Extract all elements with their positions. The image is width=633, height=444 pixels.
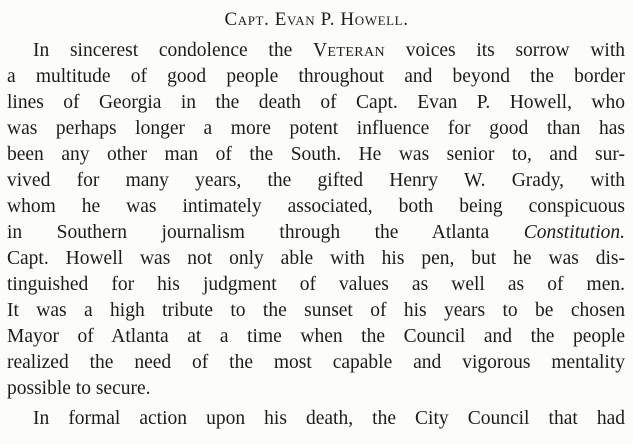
paragraph-2 bbox=[0, 406, 633, 432]
text-line: In formal action upon his death, the City Council that had bbox=[33, 408, 625, 429]
text-line: It was a high tribute to the sunset of his years to be chosen bbox=[7, 300, 625, 321]
text-line: been any other man of the South. He was senior to, and sur- bbox=[7, 144, 625, 165]
text-line: a multitude of good people throughout and beyond the border bbox=[7, 66, 625, 87]
text-line: Capt. Howell was not only able with his pen, but he was dis- bbox=[7, 248, 625, 269]
text-line: whom he was intimately associated, both being conspicuous bbox=[7, 196, 625, 217]
paragraph-1 bbox=[0, 38, 633, 402]
article-title: Capt. Evan P. Howell. bbox=[224, 9, 409, 30]
veteran-small-caps: Veteran bbox=[312, 40, 386, 61]
text-line: possible to secure. bbox=[7, 378, 151, 399]
text-line bbox=[0, 220, 633, 246]
constitution-italic: Constitution. bbox=[523, 222, 625, 243]
text-line: realized the need of the most capable and vigorous mentality bbox=[7, 352, 625, 373]
text-run: voices its sorrow with bbox=[385, 40, 625, 61]
text-line: was perhaps longer a more potent influence for good than has bbox=[7, 118, 625, 139]
text-line bbox=[0, 38, 633, 64]
text-run: in Southern journalism through the Atlanta bbox=[7, 222, 524, 243]
text-line: Mayor of Atlanta at a time when the Council and the people bbox=[7, 326, 625, 347]
text-line: lines of Georgia in the death of Capt. Evan P. Howell, who bbox=[7, 92, 625, 113]
text-line: vived for many years, the gifted Henry W. Grady, with bbox=[7, 170, 625, 191]
text-run: In sincerest condolence the bbox=[33, 40, 313, 61]
text-line: tinguished for his judgment of values as well as of men. bbox=[7, 274, 625, 295]
